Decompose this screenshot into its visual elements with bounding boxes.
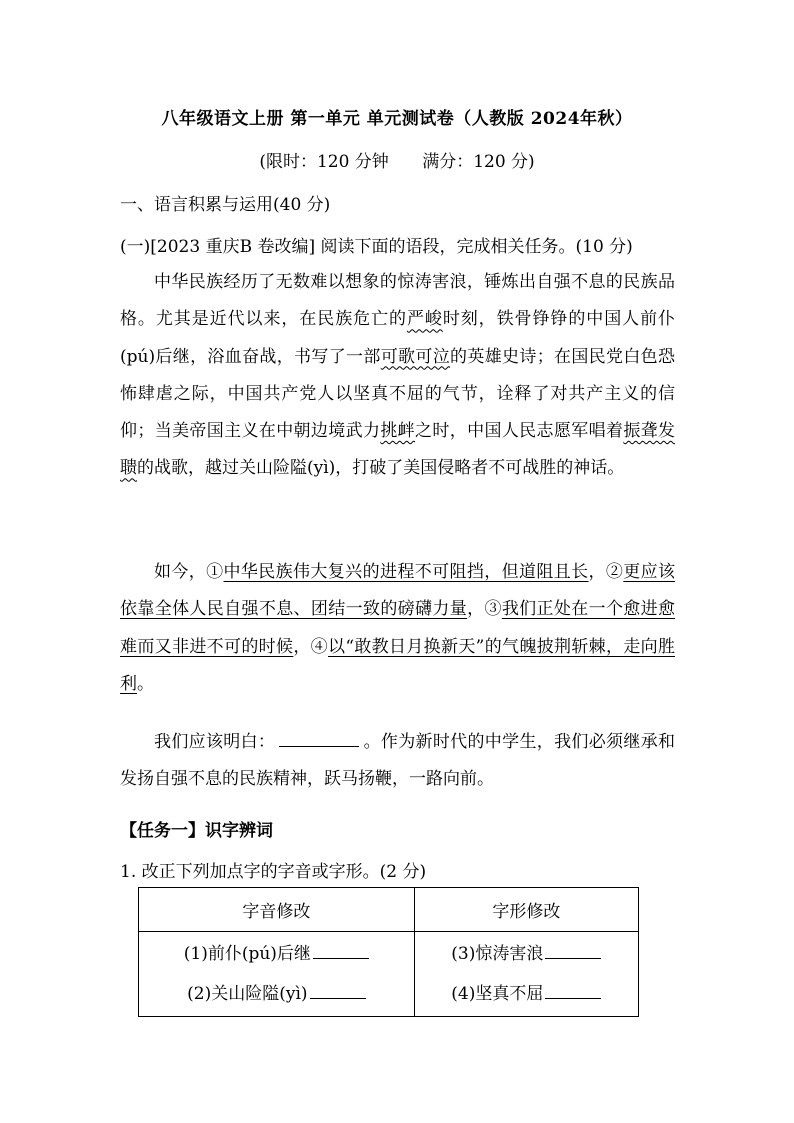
wavy-word: 严峻 [406, 309, 443, 330]
answer-blank[interactable] [545, 944, 601, 959]
underlined-sentence-1: 中华民族伟大复兴的进程不可阻挡，但道阻且长 [223, 562, 589, 582]
answer-blank[interactable] [279, 732, 359, 747]
table-item: (2)关山险隘(yì) [187, 984, 308, 1004]
page-title: 八年级语文上册 第一单元 单元测试卷（人教版 2024年秋） [161, 109, 633, 129]
passage-paragraph-2: 如今，①中华民族伟大复兴的进程不可阻挡，但道阻且长，②更应该依靠全体人民自强不息、团结一致的磅礴力量，③我们正处在一个愈进愈难而又非进不可的时候，④以“敢教日月换新天”的气魄披荆斩棘，走向胜利。 [120, 562, 676, 694]
table-item: (3)惊涛害浪 [451, 944, 544, 964]
table-header-character: 字形修改 [414, 888, 638, 932]
answer-blank[interactable] [545, 984, 601, 999]
table-item: (4)坚真不屈 [451, 984, 544, 1004]
part-heading: (一)[2023 重庆B 卷改编] 阅读下面的语段，完成相关任务。(10 分) [120, 237, 633, 257]
section-heading: 一、语言积累与运用(40 分) [120, 195, 331, 215]
passage-paragraph-1: 中华民族经历了无数难以想象的惊涛害浪，锤炼出自强不息的民族品格。尤其是近代以来，在民族危亡的严峻时刻，铁骨铮铮的中国人前仆(pú)后继，浴血奋战，书写了一部可歌可泣的英雄史诗；在国民党白色恐怖肆虐之际，中国共产党人以坚真不屈的气节，诠释了对共产主义的信仰；当美帝国主义在中朝边境武力挑衅之时，中国人民志愿军唱着振聋发聩的战歌，越过关山险隘(yì)，打破了美国侵略者不可战胜的神话。 [120, 272, 676, 479]
answer-table [138, 887, 639, 1017]
passage-paragraph-3: 我们应该明白： 。作为新时代的中学生，我们必须继承和发扬自强不息的民族精神，跃马扬鞭，一路向前。 [120, 732, 676, 790]
task-heading: 【任务一】识字辨词 [120, 821, 273, 841]
time-limit: (限时：120 分钟 [259, 152, 389, 172]
character-cell [414, 932, 638, 1017]
table-header-pronunciation: 字音修改 [139, 888, 415, 932]
wavy-word: 可歌可泣 [380, 346, 451, 367]
underlined-sentence-2: 更应该依靠全体人民自强不息、团结一致的磅礴力量 [120, 562, 676, 620]
table-item: (1)前仆(pú)后继 [183, 944, 311, 964]
exam-info [0, 147, 794, 172]
underlined-sentence-4: 以“敢教日月换新天”的气魄披荆斩棘，走向胜利 [120, 636, 676, 694]
wavy-word: 挑衅 [380, 421, 416, 442]
answer-blank[interactable] [313, 944, 369, 959]
pronunciation-cell [139, 932, 415, 1017]
full-score: 满分：120 分) [422, 152, 535, 172]
answer-blank[interactable] [310, 984, 366, 999]
question-1: 1. 改正下列加点字的字音或字形。(2 分) [120, 862, 427, 882]
underlined-sentence-3: 我们正处在一个愈进愈难而又非进不可的时候 [120, 599, 676, 657]
wavy-word: 振聋发聩 [120, 421, 676, 479]
